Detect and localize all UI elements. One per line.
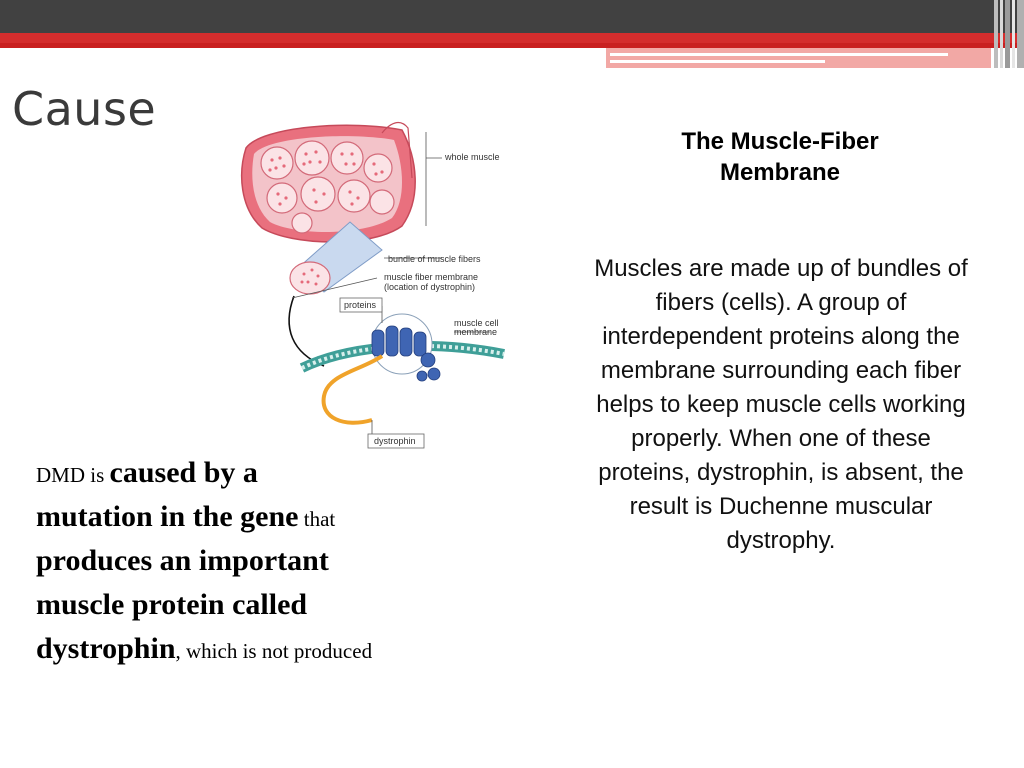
- label-membrane-2: (location of dystrophin): [384, 282, 476, 292]
- accent-line-1: [610, 53, 948, 56]
- cause-text: [36, 452, 376, 672]
- accent-line-2: [610, 60, 825, 63]
- label-dystrophin: dystrophin: [374, 436, 416, 446]
- top-dark-bar: [0, 0, 1024, 33]
- label-proteins: proteins: [344, 300, 377, 310]
- muscle-diagram: [232, 118, 522, 460]
- slide-title: Cause: [12, 82, 157, 136]
- label-cell-membrane-1: muscle cell: [454, 318, 499, 328]
- label-bundle: bundle of muscle fibers: [388, 254, 481, 264]
- cause-text-part2: caused by a mutation in the gene: [36, 456, 299, 533]
- section-heading: The Muscle-Fiber Membrane: [681, 128, 879, 186]
- cause-text-part1: DMD is: [36, 463, 110, 487]
- cause-text-part6: which is not produced: [180, 639, 373, 663]
- label-membrane-1: muscle fiber membrane: [384, 272, 479, 282]
- cause-text-part3: that: [298, 507, 336, 531]
- pink-accent-band: [606, 48, 991, 68]
- whole-muscle-illustration: [242, 123, 415, 242]
- label-cell-membrane-2: membrane: [454, 327, 498, 337]
- label-whole-muscle: whole muscle: [445, 152, 500, 162]
- cause-text-part5: ,: [175, 639, 181, 663]
- explanation-text: Muscles are made up of bundles of fibers (cells). A group of interdependent proteins along the membrane surrounding each fiber helps to keep muscle cells working properly. When one of these proteins, dystrophin, is absent, the result is Duchenne muscular dystrophy.: [594, 255, 968, 554]
- cause-text-part4: produces an important muscle protein called dystrophin: [36, 544, 329, 665]
- corner-stripes: [994, 0, 1024, 68]
